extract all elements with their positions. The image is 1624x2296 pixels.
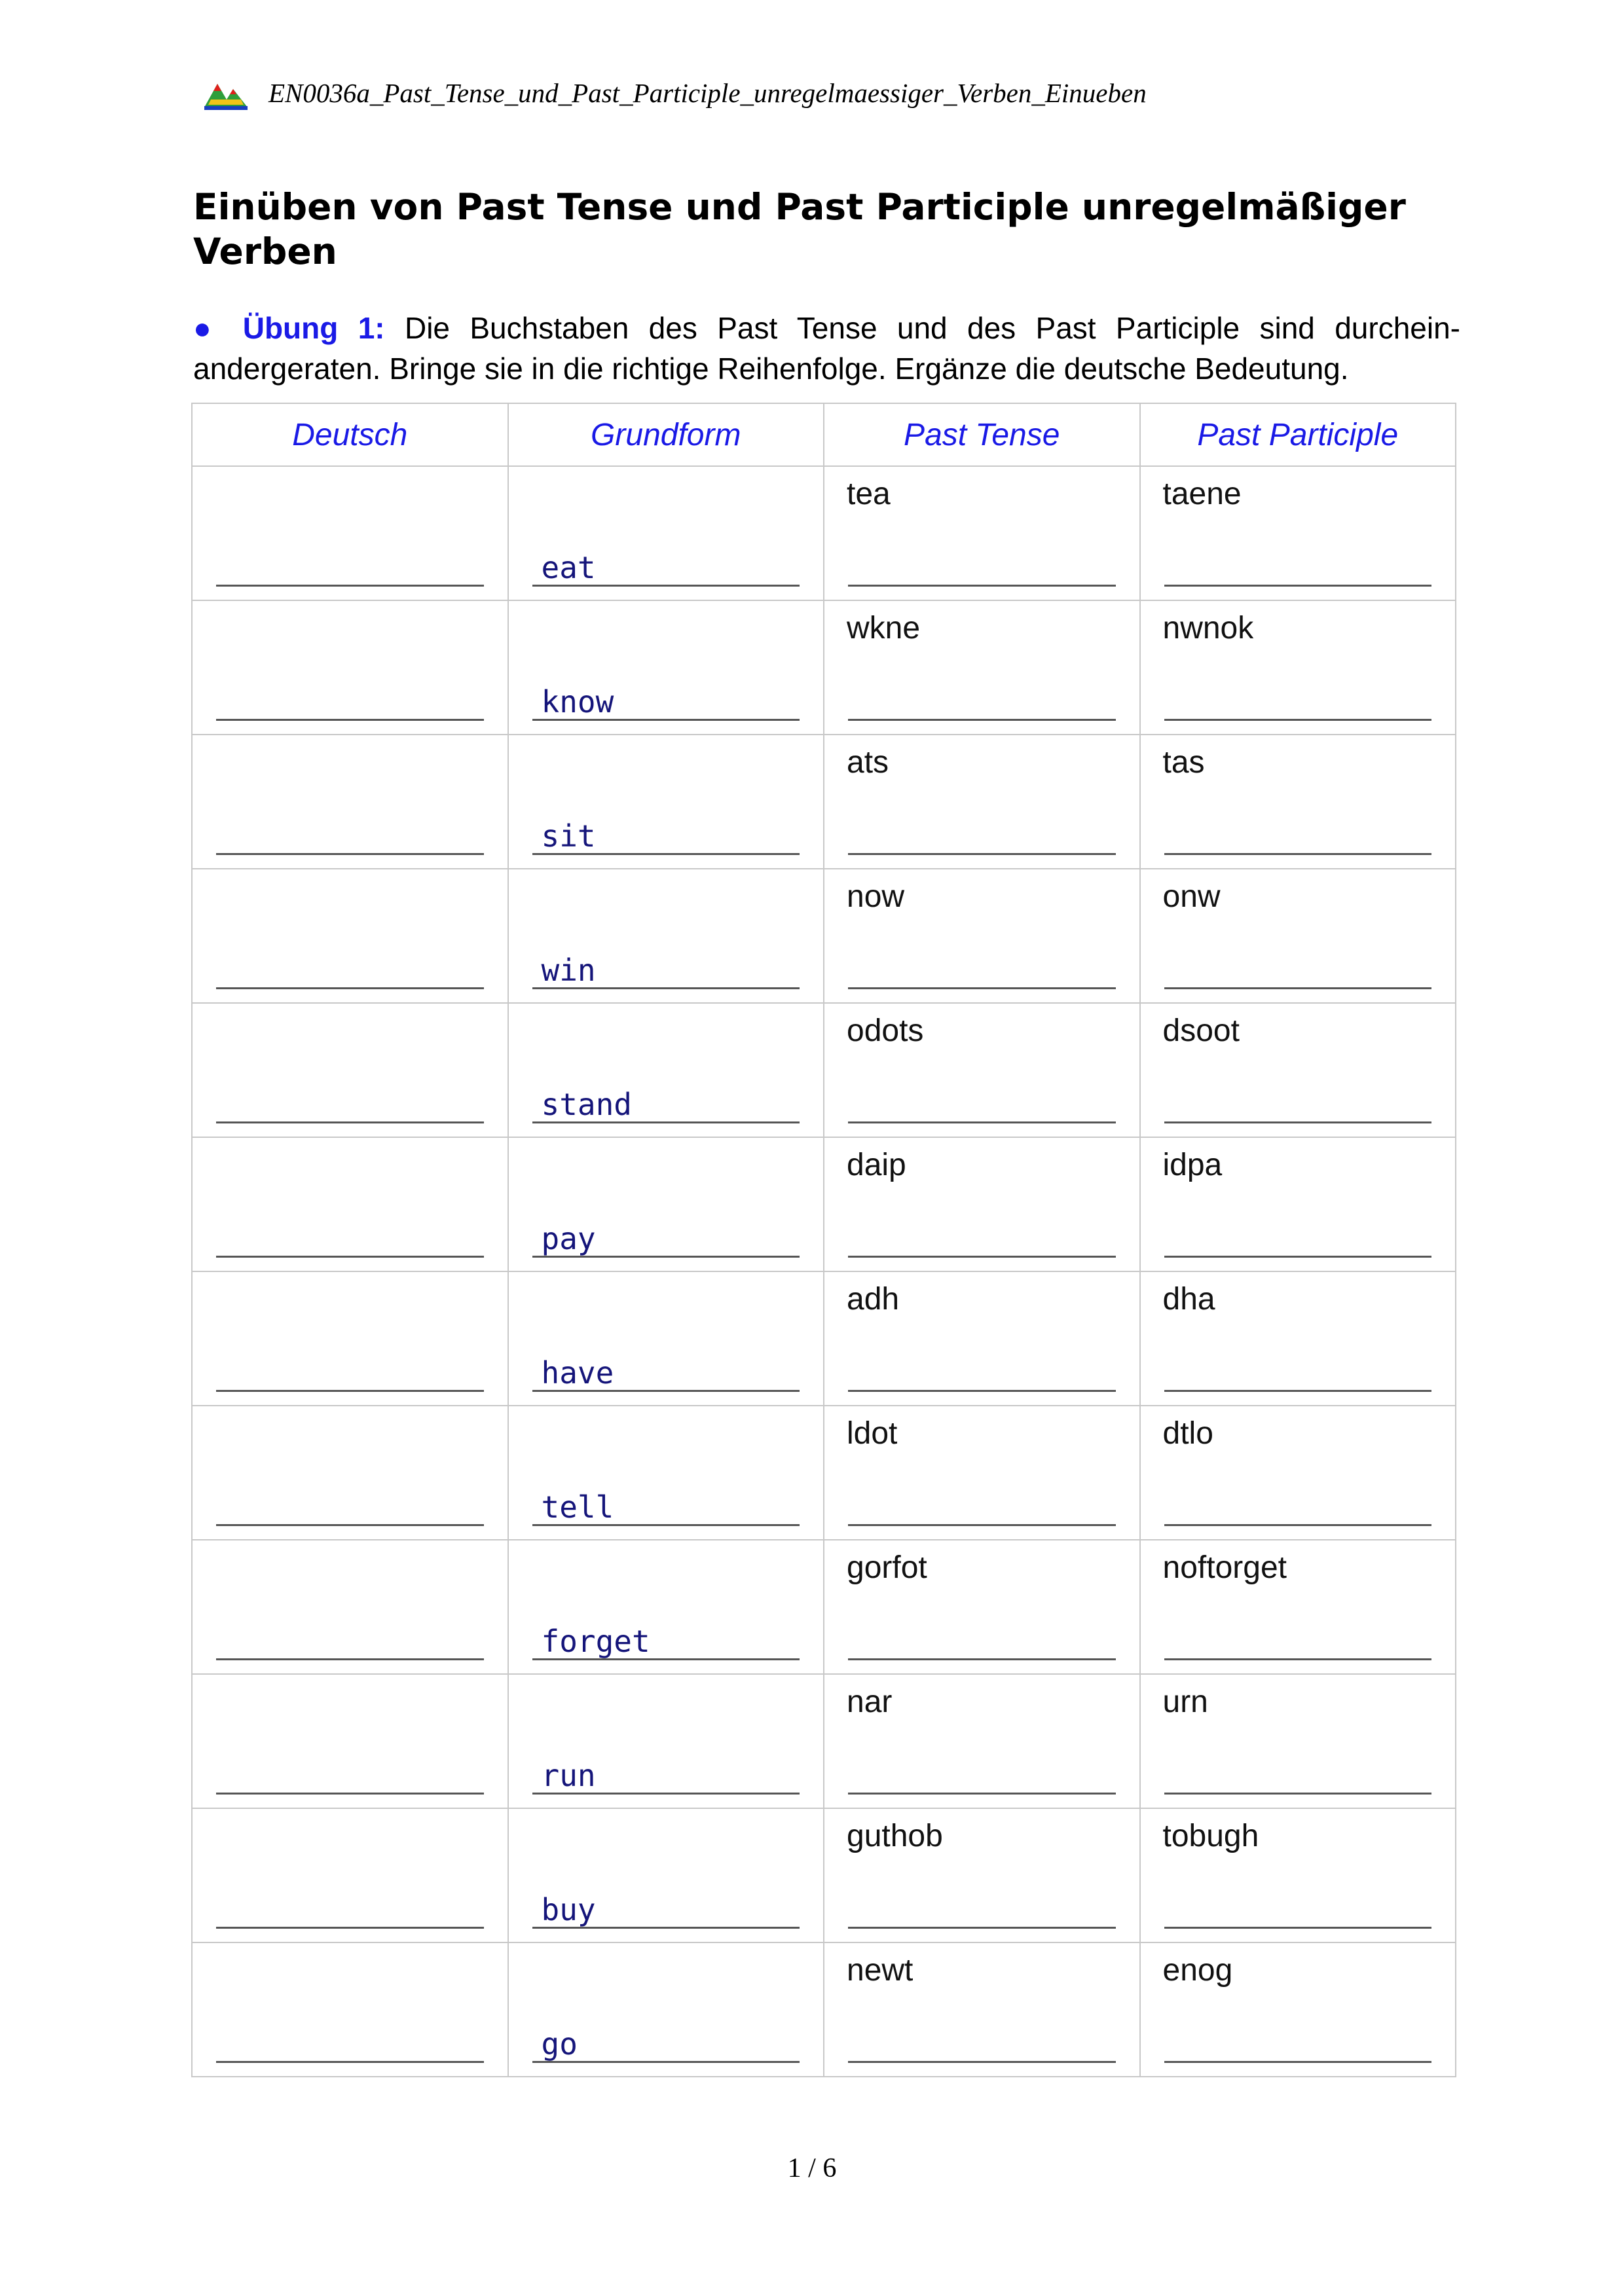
- scrambled-past-participle: tobugh: [1162, 1819, 1259, 1853]
- base-form: sit: [541, 818, 596, 854]
- scrambled-past-participle: dsoot: [1162, 1013, 1240, 1048]
- page-header: [203, 73, 1147, 113]
- past-tense-cell: [824, 1808, 1140, 1942]
- past-tense-cell: [824, 1942, 1140, 2077]
- scrambled-past-tense: adh: [847, 1282, 900, 1317]
- scrambled-past-tense: guthob: [847, 1819, 943, 1853]
- grundform-cell: [508, 1808, 824, 1942]
- past-participle-answer-line[interactable]: [1164, 1793, 1432, 1795]
- deutsch-cell: [192, 1808, 508, 1942]
- deutsch-answer-line[interactable]: [216, 987, 484, 989]
- exercise-label: ● Übung 1:: [193, 311, 385, 345]
- grundform-cell: [508, 1003, 824, 1137]
- grundform-cell: [508, 600, 824, 735]
- deutsch-cell: [192, 1003, 508, 1137]
- past-participle-cell: [1140, 1808, 1456, 1942]
- past-participle-cell: [1140, 735, 1456, 869]
- column-header-grundform: Grundform: [508, 403, 824, 466]
- base-form: pay: [541, 1221, 596, 1256]
- exercise-instruction: [193, 308, 1460, 389]
- past-participle-cell: [1140, 600, 1456, 735]
- deutsch-answer-line[interactable]: [216, 853, 484, 855]
- deutsch-cell: [192, 1137, 508, 1271]
- deutsch-answer-line[interactable]: [216, 1390, 484, 1392]
- deutsch-answer-line[interactable]: [216, 1121, 484, 1123]
- column-header-deutsch: Deutsch: [192, 403, 508, 466]
- scrambled-past-participle: tas: [1162, 745, 1205, 780]
- base-form: run: [541, 1758, 596, 1793]
- past-participle-answer-line[interactable]: [1164, 1658, 1432, 1660]
- past-tense-answer-line[interactable]: [848, 1524, 1116, 1526]
- table-row: [192, 735, 1456, 869]
- past-tense-cell: [824, 1674, 1140, 1808]
- past-participle-answer-line[interactable]: [1164, 1927, 1432, 1929]
- scrambled-past-participle: taene: [1162, 477, 1242, 511]
- deutsch-answer-line[interactable]: [216, 585, 484, 587]
- table-row: [192, 466, 1456, 600]
- scrambled-past-tense: wkne: [847, 611, 921, 646]
- scrambled-past-participle: dha: [1162, 1282, 1215, 1317]
- past-participle-answer-line[interactable]: [1164, 2061, 1432, 2063]
- past-participle-cell: [1140, 1271, 1456, 1406]
- past-participle-answer-line[interactable]: [1164, 1256, 1432, 1258]
- past-tense-cell: [824, 1003, 1140, 1137]
- scrambled-past-tense: newt: [847, 1953, 913, 1988]
- scrambled-past-tense: now: [847, 879, 905, 914]
- grundform-cell: [508, 466, 824, 600]
- scrambled-past-tense: ats: [847, 745, 889, 780]
- scrambled-past-participle: onw: [1162, 879, 1221, 914]
- past-tense-cell: [824, 1406, 1140, 1540]
- scrambled-past-tense: tea: [847, 477, 891, 511]
- past-tense-answer-line[interactable]: [848, 1390, 1116, 1392]
- past-tense-answer-line[interactable]: [848, 719, 1116, 721]
- deutsch-cell: [192, 600, 508, 735]
- past-tense-answer-line[interactable]: [848, 1256, 1116, 1258]
- past-tense-answer-line[interactable]: [848, 987, 1116, 989]
- past-tense-cell: [824, 466, 1140, 600]
- past-tense-cell: [824, 600, 1140, 735]
- past-participle-cell: [1140, 869, 1456, 1003]
- scrambled-past-participle: idpa: [1162, 1148, 1223, 1182]
- past-tense-cell: [824, 1271, 1140, 1406]
- table-row: [192, 1808, 1456, 1942]
- table-header-row: [192, 403, 1456, 466]
- deutsch-cell: [192, 1406, 508, 1540]
- column-header-past-participle: Past Participle: [1140, 403, 1456, 466]
- deutsch-cell: [192, 1540, 508, 1674]
- past-tense-cell: [824, 869, 1140, 1003]
- past-participle-answer-line[interactable]: [1164, 585, 1432, 587]
- exercise-text: Die Buchstaben des Past Tense und des Past Participle sind durchein-andergeraten. Bringe sie in die richtige Reihenfolge. Ergänze die deutsche Bedeutung.: [193, 311, 1460, 386]
- past-tense-answer-line[interactable]: [848, 1658, 1116, 1660]
- past-participle-answer-line[interactable]: [1164, 1390, 1432, 1392]
- scrambled-past-tense: odots: [847, 1013, 924, 1048]
- past-participle-cell: [1140, 1003, 1456, 1137]
- past-tense-answer-line[interactable]: [848, 1793, 1116, 1795]
- base-form: go: [541, 2026, 578, 2062]
- deutsch-cell: [192, 869, 508, 1003]
- past-tense-answer-line[interactable]: [848, 2061, 1116, 2063]
- verb-table: [191, 403, 1456, 2077]
- document-filename: EN0036a_Past_Tense_und_Past_Participle_unregelmaessiger_Verben_Einueben: [268, 78, 1147, 108]
- past-tense-cell: [824, 1540, 1140, 1674]
- deutsch-cell: [192, 466, 508, 600]
- table-row: [192, 600, 1456, 735]
- past-participle-cell: [1140, 1540, 1456, 1674]
- deutsch-answer-line[interactable]: [216, 1256, 484, 1258]
- base-form: know: [541, 684, 614, 720]
- scrambled-past-participle: dtlo: [1162, 1416, 1213, 1451]
- table-row: [192, 1674, 1456, 1808]
- column-header-past-tense: Past Tense: [824, 403, 1140, 466]
- scrambled-past-participle: nwnok: [1162, 611, 1254, 646]
- table-row: [192, 869, 1456, 1003]
- past-participle-cell: [1140, 1674, 1456, 1808]
- past-participle-answer-line[interactable]: [1164, 1121, 1432, 1123]
- scrambled-past-participle: urn: [1162, 1685, 1208, 1719]
- base-form: eat: [541, 550, 596, 585]
- past-participle-cell: [1140, 1942, 1456, 2077]
- scrambled-past-tense: ldot: [847, 1416, 898, 1451]
- deutsch-answer-line[interactable]: [216, 1927, 484, 1929]
- base-form: forget: [541, 1624, 650, 1659]
- grundform-cell: [508, 735, 824, 869]
- deutsch-cell: [192, 1271, 508, 1406]
- base-form: stand: [541, 1087, 632, 1122]
- deutsch-answer-line[interactable]: [216, 1524, 484, 1526]
- past-participle-cell: [1140, 1137, 1456, 1271]
- deutsch-cell: [192, 735, 508, 869]
- past-tense-answer-line[interactable]: [848, 1121, 1116, 1123]
- deutsch-answer-line[interactable]: [216, 2061, 484, 2063]
- grundform-cell: [508, 1540, 824, 1674]
- deutsch-cell: [192, 1674, 508, 1808]
- past-participle-cell: [1140, 1406, 1456, 1540]
- verb-table-body: [192, 466, 1456, 2077]
- past-participle-answer-line[interactable]: [1164, 1524, 1432, 1526]
- table-row: [192, 1942, 1456, 2077]
- table-row: [192, 1137, 1456, 1271]
- base-form: win: [541, 953, 596, 988]
- past-tense-answer-line[interactable]: [848, 1927, 1116, 1929]
- past-tense-cell: [824, 735, 1140, 869]
- past-participle-cell: [1140, 466, 1456, 600]
- scrambled-past-tense: nar: [847, 1685, 893, 1719]
- past-participle-answer-line[interactable]: [1164, 853, 1432, 855]
- past-tense-cell: [824, 1137, 1140, 1271]
- grundform-cell: [508, 1271, 824, 1406]
- past-tense-answer-line[interactable]: [848, 585, 1116, 587]
- base-form: buy: [541, 1892, 596, 1927]
- table-row: [192, 1406, 1456, 1540]
- table-row: [192, 1540, 1456, 1674]
- mountains-logo-icon: [203, 73, 249, 113]
- scrambled-past-participle: noftorget: [1162, 1550, 1287, 1585]
- grundform-cell: [508, 1137, 824, 1271]
- page-number: 1 / 6: [787, 2153, 837, 2183]
- past-participle-answer-line[interactable]: [1164, 987, 1432, 989]
- past-participle-answer-line[interactable]: [1164, 719, 1432, 721]
- past-tense-answer-line[interactable]: [848, 853, 1116, 855]
- deutsch-answer-line[interactable]: [216, 1658, 484, 1660]
- deutsch-answer-line[interactable]: [216, 719, 484, 721]
- deutsch-cell: [192, 1942, 508, 2077]
- base-form: have: [541, 1355, 614, 1391]
- grundform-cell: [508, 1406, 824, 1540]
- grundform-cell: [508, 1674, 824, 1808]
- table-row: [192, 1271, 1456, 1406]
- page-title: Einüben von Past Tense und Past Participle unregelmäßiger Verben: [193, 186, 1406, 272]
- base-form: tell: [541, 1489, 614, 1525]
- scrambled-past-tense: gorfot: [847, 1550, 927, 1585]
- scrambled-past-participle: enog: [1162, 1953, 1233, 1988]
- table-row: [192, 1003, 1456, 1137]
- grundform-cell: [508, 869, 824, 1003]
- grundform-cell: [508, 1942, 824, 2077]
- deutsch-answer-line[interactable]: [216, 1793, 484, 1795]
- scrambled-past-tense: daip: [847, 1148, 906, 1182]
